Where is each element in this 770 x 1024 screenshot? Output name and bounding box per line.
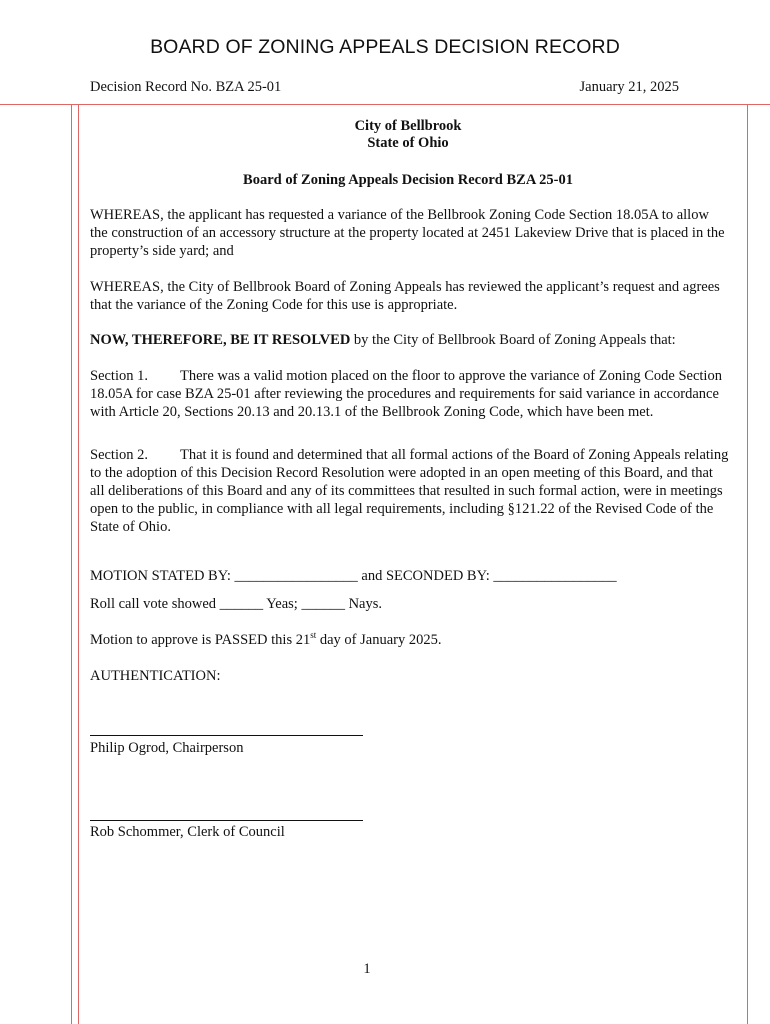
state-heading: State of Ohio (367, 135, 449, 151)
left-margin-line-inner (78, 104, 79, 1024)
motion-passed-pre: Motion to approve is PASSED this 21 (90, 632, 311, 648)
decision-date: January 21, 2025 (579, 79, 679, 95)
whereas-paragraph-2: WHEREAS, the City of Bellbrook Board of Zoning Appeals has reviewed the applicant’s request and agrees that the variance of the Zoning Code for this use is appropriate. (90, 279, 720, 313)
resolved-bold-text: NOW, THEREFORE, BE IT RESOLVED (90, 332, 351, 348)
chair-name: Philip Ogrod, Chairperson (90, 740, 244, 756)
chair-signature-line (90, 735, 363, 736)
whereas-paragraph-1: WHEREAS, the applicant has requested a variance of the Bellbrook Zoning Code Section 18.05A to allow the construction of an accessory structure at the property located at 2451 Lakeview Drive that is placed in the property’s side yard; and (90, 207, 725, 259)
roll-call-line: Roll call vote showed ______ Yeas; ______ Nays. (90, 596, 382, 612)
section-2-label: Section 2. (90, 447, 148, 463)
section-1 (90, 367, 730, 421)
section-1-label: Section 1. (90, 368, 148, 384)
section-1-text: There was a valid motion placed on the floor to approve the variance of Zoning Code Section 18.05A for case BZA 25-01 after reviewing the procedures and requirements for said variance in accordance with Article 20, Sections 20.13 and 20.13.1 of the Bellbrook Zoning Code, which have been met. (90, 368, 722, 420)
motion-stated-line: MOTION STATED BY: _________________ and SECONDED BY: _________________ (90, 568, 617, 584)
motion-passed-line (90, 631, 730, 649)
resolved-rest-text: by the City of Bellbrook Board of Zoning Appeals that: (350, 332, 676, 348)
document-title: BOARD OF ZONING APPEALS DECISION RECORD (150, 36, 620, 58)
record-heading: Board of Zoning Appeals Decision Record BZA 25-01 (243, 172, 573, 188)
section-2 (90, 446, 730, 536)
resolved-paragraph (90, 331, 730, 349)
decision-record-number: Decision Record No. BZA 25-01 (90, 79, 282, 95)
clerk-name: Rob Schommer, Clerk of Council (90, 824, 285, 840)
section-2-text: That it is found and determined that all formal actions of the Board of Zoning Appeals relating to the adoption of this Decision Record Resolution were adopted in an open meeting of this Board, and that all deliberations of this Board and any of its committees that resulted in such formal action, were in meetings open to the public, in compliance with all legal requirements, including §121.22 of the Revised Code of the State of Ohio. (90, 447, 729, 535)
authentication-label: AUTHENTICATION: (90, 668, 221, 684)
left-margin-line-outer (71, 104, 72, 1024)
clerk-signature-line (90, 820, 363, 821)
page-number: 1 (363, 961, 371, 977)
city-heading: City of Bellbrook (354, 118, 462, 134)
motion-passed-sup: st (310, 630, 317, 641)
header-rule (0, 104, 770, 105)
motion-passed-post: day of January 2025. (316, 632, 442, 648)
right-margin-line (747, 104, 748, 1024)
